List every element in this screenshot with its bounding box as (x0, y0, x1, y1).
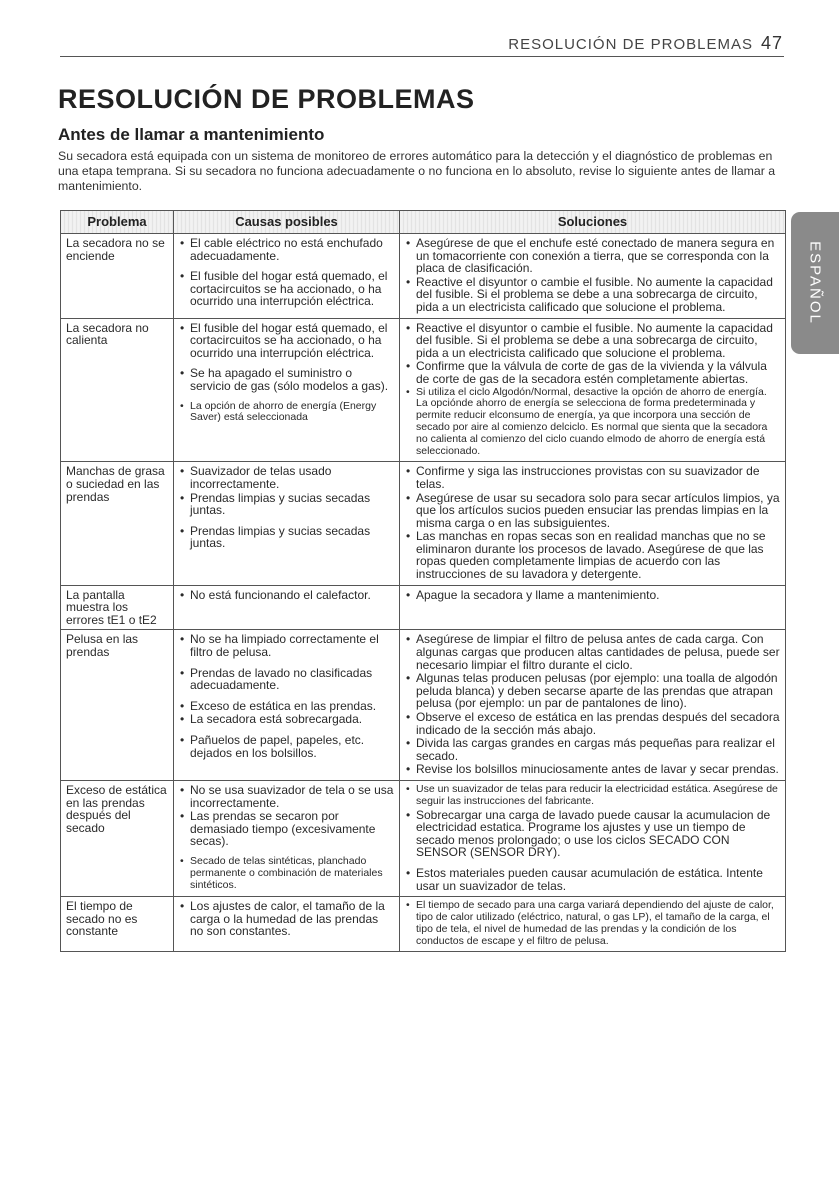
cause-item (180, 525, 394, 550)
problem-cell: La pantalla muestra los errores tE1 o tE2 (61, 585, 174, 630)
intro-paragraph: Su secadora está equipada con un sistema de monitoreo de errores automático para la detección y el diagnóstico de problemas en una etapa temprana. Si su secadora no funciona adecuadamente o no funciona en lo absoluto, revise lo siguiente antes de llamar a mantenimiento. (58, 149, 776, 193)
solutions-cell (400, 630, 786, 781)
bullet-marker: • (180, 587, 185, 602)
cause-item (180, 492, 394, 517)
bullet-marker: • (180, 464, 185, 479)
bullet-marker: • (180, 698, 185, 713)
solution-item (406, 900, 780, 947)
bullet-marker: • (406, 632, 411, 647)
table-row (61, 630, 786, 781)
solution-item (406, 809, 780, 859)
cause-item (180, 237, 394, 262)
solution-item-text: Las manchas en ropas secas son en realidad manchas que no se eliminaron durante los procesos de lavado. Asegúrese de que las ropas queden completamente limpias de acuerdo con las instrucciones de su lavadora y detergente. (416, 529, 766, 582)
causes-cell (174, 234, 400, 319)
bullet-marker: • (406, 385, 410, 398)
problem-cell: El tiempo de secado no es constante (61, 897, 174, 952)
cause-item (180, 784, 394, 809)
language-side-tab-label: ESPAÑOL (806, 241, 824, 325)
solution-item (406, 465, 780, 490)
cause-item (180, 856, 394, 891)
solution-item-text: Reactive el disyuntor o cambie el fusible. No aumente la capacidad del fusible. Si el problema se debe a una sobrecarga de circuito, pida a un electricista calificado que solucione el problema. (416, 274, 773, 314)
table-row (61, 318, 786, 462)
solution-item-text: Asegúrese de limpiar el filtro de pelusa antes de cada carga. Con algunas cargas que producen altas cantidades de pelusa, puede ser necesario limpiar el filtro durante el ciclo. (416, 632, 780, 672)
solution-item-text: Si utiliza el ciclo Algodón/Normal, desactive la opción de ahorro de energía. La opciónde ahorro de energía se selecciona de forma predeterminada y permite reducir elconsumo de energía, ya que incorpora una sección de secado por aire al comienzo delciclo. Es normal que sienta que la secadora no calienta al comienzo del ciclo cuando elmodo de ahorro de energía está seleccionado. (416, 385, 768, 457)
bullet-marker: • (406, 782, 410, 795)
bullet-marker: • (406, 490, 411, 505)
table-row (61, 462, 786, 585)
cause-item-text: El cable eléctrico no está enchufado adecuadamente. (190, 236, 383, 263)
bullet-marker: • (180, 632, 185, 647)
cause-item (180, 700, 394, 713)
bullet-marker: • (406, 464, 411, 479)
solution-item (406, 867, 780, 892)
cause-item-text: La opción de ahorro de energía (Energy Saver) está seleccionada (190, 399, 377, 424)
table-row (61, 234, 786, 319)
solution-item-text: El tiempo de secado para una carga variará dependiendo del ajuste de calor, tipo de calor utilizado (eléctrico, natural, o gas LP), el tamaño de la carga, el tipo de tela, el nivel de humedad de las prendas y la condición de los conductos de escape y el filtro de pelusa. (416, 899, 774, 947)
solution-item-text: Sobrecargar una carga de lavado puede causar la acumulacion de electricidad estatica. Programe los ajustes y use un tiempo de secado menos prolongado; o use los ciclos SECADO CON SENSOR (SENSOR DRY). (416, 807, 771, 860)
causes-cell (174, 318, 400, 462)
table-row (61, 780, 786, 896)
solutions-cell (400, 780, 786, 896)
causes-cell (174, 780, 400, 896)
cause-item-text: No se ha limpiado correctamente el filtro de pelusa. (190, 632, 379, 660)
solutions-cell (400, 234, 786, 319)
bullet-marker: • (180, 269, 185, 284)
cause-item (180, 633, 394, 658)
solution-item (406, 387, 780, 458)
solution-item (406, 589, 780, 602)
header-rule (60, 56, 784, 57)
troubleshooting-table (60, 210, 786, 952)
bullet-marker: • (406, 529, 411, 544)
solution-item (406, 633, 780, 671)
solution-item (406, 492, 780, 530)
header-causes: Causas posibles (174, 211, 400, 234)
table-row (61, 897, 786, 952)
solution-item-text: Confirme y siga las instrucciones provistas con su suavizador de telas. (416, 464, 760, 491)
solution-item-text: Revise los bolsillos minuciosamente antes de lavar y secar prendas. (416, 762, 779, 777)
cause-item-text: Los ajustes de calor, el tamaño de la carga o la humedad de las prendas no son constantes. (190, 899, 385, 939)
bullet-marker: • (406, 236, 411, 250)
bullet-marker: • (180, 899, 185, 914)
bullet-marker: • (406, 899, 410, 912)
solution-item (406, 737, 780, 762)
bullet-marker: • (406, 762, 411, 777)
cause-item-text: No se usa suavizador de tela o se usa incorrectamente. (190, 782, 394, 810)
bullet-marker: • (180, 665, 185, 680)
problem-cell: Pelusa en las prendas (61, 630, 174, 781)
solution-item-text: Divida las cargas grandes en cargas más pequeñas para realizar el secado. (416, 736, 775, 763)
table-row (61, 585, 786, 630)
page-number: 47 (760, 33, 783, 53)
solution-item (406, 276, 780, 314)
solutions-cell (400, 318, 786, 462)
bullet-marker: • (180, 236, 185, 250)
bullet-marker: • (180, 854, 184, 867)
solution-item-text: Apague la secadora y llame a mantenimiento. (416, 587, 660, 602)
cause-item (180, 270, 394, 308)
solution-item-text: Estos materiales pueden causar acumulación de estática. Intente usar un suavizador de telas. (416, 865, 763, 893)
solution-item-text: Reactive el disyuntor o cambie el fusible. No aumente la capacidad del fusible. Si el problema se debe a una sobrecarga de circuito, pida a un electricista calificado que solucione el problema. (416, 320, 773, 360)
solution-item (406, 672, 780, 710)
cause-item-text: Se ha apagado el suministro o servicio de gas (sólo modelos a gas). (190, 366, 389, 393)
solution-item (406, 530, 780, 580)
section-subtitle: Antes de llamar a mantenimiento (58, 125, 325, 144)
cause-item (180, 667, 394, 692)
causes-cell (174, 897, 400, 952)
solutions-cell (400, 462, 786, 585)
cause-item-text: El fusible del hogar está quemado, el cortacircuitos se ha accionado, o ha ocurrido una interrupción eléctrica. (190, 320, 388, 360)
solution-item-text: Asegúrese de que el enchufe esté conectado de manera segura en un tomacorriente con conexión a tierra, que se corresponda con la placa de clasificación. (416, 236, 775, 276)
running-header-section: RESOLUCIÓN DE PROBLEMAS (508, 36, 753, 53)
bullet-marker: • (180, 320, 185, 335)
bullet-marker: • (406, 710, 411, 724)
solution-item (406, 360, 780, 385)
solution-item (406, 322, 780, 360)
cause-item-text: Exceso de estática en las prendas. (190, 698, 377, 713)
cause-item-text: La secadora está sobrecargada. (190, 712, 363, 727)
cause-item (180, 589, 394, 602)
solution-item-text: Use un suavizador de telas para reducir la electricidad estática. Asegúrese de seguir las instrucciones del fabricante. (416, 782, 778, 807)
solutions-cell (400, 897, 786, 952)
cause-item-text: Suavizador de telas usado incorrectamente. (190, 464, 332, 491)
bullet-marker: • (406, 587, 411, 602)
cause-item-text: Las prendas se secaron por demasiado tiempo (excesivamente secas). (190, 809, 376, 849)
bullet-marker: • (406, 736, 411, 751)
causes-cell (174, 585, 400, 630)
bullet-marker: • (180, 712, 185, 727)
cause-item-text: El fusible del hogar está quemado, el cortacircuitos se ha accionado, o ha ocurrido una interrupción eléctrica. (190, 269, 388, 309)
bullet-marker: • (406, 359, 411, 374)
causes-cell (174, 462, 400, 585)
problem-cell: La secadora no se enciende (61, 234, 174, 319)
cause-item (180, 810, 394, 848)
cause-item (180, 465, 394, 490)
bullet-marker: • (406, 865, 411, 880)
solution-item-text: Asegúrese de usar su secadora solo para secar artículos limpios, ya que los artículos sucios pueden ensuciar las prendas limpias en la misma carga o en las subsiguientes. (416, 490, 780, 530)
bullet-marker: • (180, 366, 185, 381)
bullet-marker: • (180, 733, 185, 747)
cause-item-text: Prendas de lavado no clasificadas adecuadamente. (190, 665, 373, 693)
problem-cell: Manchas de grasa o suciedad en las prendas (61, 462, 174, 585)
cause-item (180, 713, 394, 726)
header-solutions: Soluciones (400, 211, 786, 234)
solution-item (406, 711, 780, 736)
bullet-marker: • (406, 807, 411, 822)
causes-cell (174, 630, 400, 781)
cause-item-text: Pañuelos de papel, papeles, etc. dejados en los bolsillos. (190, 733, 365, 760)
bullet-marker: • (406, 671, 411, 686)
bullet-marker: • (180, 399, 184, 412)
solution-item-text: Observe el exceso de estática en las prendas después del secadora indicado de la sección más abajo. (416, 710, 780, 737)
cause-item (180, 367, 394, 392)
solution-item-text: Confirme que la válvula de corte de gas de la vivienda y la válvula de corte de gas de la secadora estén completamente abiertas. (416, 359, 767, 386)
running-header (508, 33, 783, 54)
cause-item-text: Prendas limpias y sucias secadas juntas. (190, 523, 371, 551)
cause-item (180, 900, 394, 938)
cause-item (180, 401, 394, 425)
problem-cell: La secadora no calienta (61, 318, 174, 462)
bullet-marker: • (180, 523, 185, 538)
solutions-cell (400, 585, 786, 630)
bullet-marker: • (180, 809, 185, 824)
table-header-row (61, 211, 786, 234)
solution-item-text: Algunas telas producen pelusas (por ejemplo: una toalla de algodón peluda blanca) y deben secarse aparte de las prendas que atrapan pelusa (por ejemplo: un par de pantalones de lino). (416, 671, 778, 711)
bullet-marker: • (180, 490, 185, 505)
cause-item (180, 322, 394, 360)
header-problem: Problema (61, 211, 174, 234)
solution-item (406, 784, 780, 808)
problem-cell: Exceso de estática en las prendas después del secado (61, 780, 174, 896)
solution-item (406, 763, 780, 776)
bullet-marker: • (180, 782, 185, 797)
bullet-marker: • (406, 274, 411, 289)
bullet-marker: • (406, 320, 411, 335)
cause-item-text: No está funcionando el calefactor. (190, 587, 371, 602)
cause-item-text: Prendas limpias y sucias secadas juntas. (190, 490, 371, 518)
solution-item (406, 237, 780, 275)
cause-item-text: Secado de telas sintéticas, planchado permanente o combinación de materiales sintéticos. (190, 854, 383, 891)
page-title: RESOLUCIÓN DE PROBLEMAS (58, 84, 475, 114)
cause-item (180, 734, 394, 759)
language-side-tab (791, 212, 839, 354)
